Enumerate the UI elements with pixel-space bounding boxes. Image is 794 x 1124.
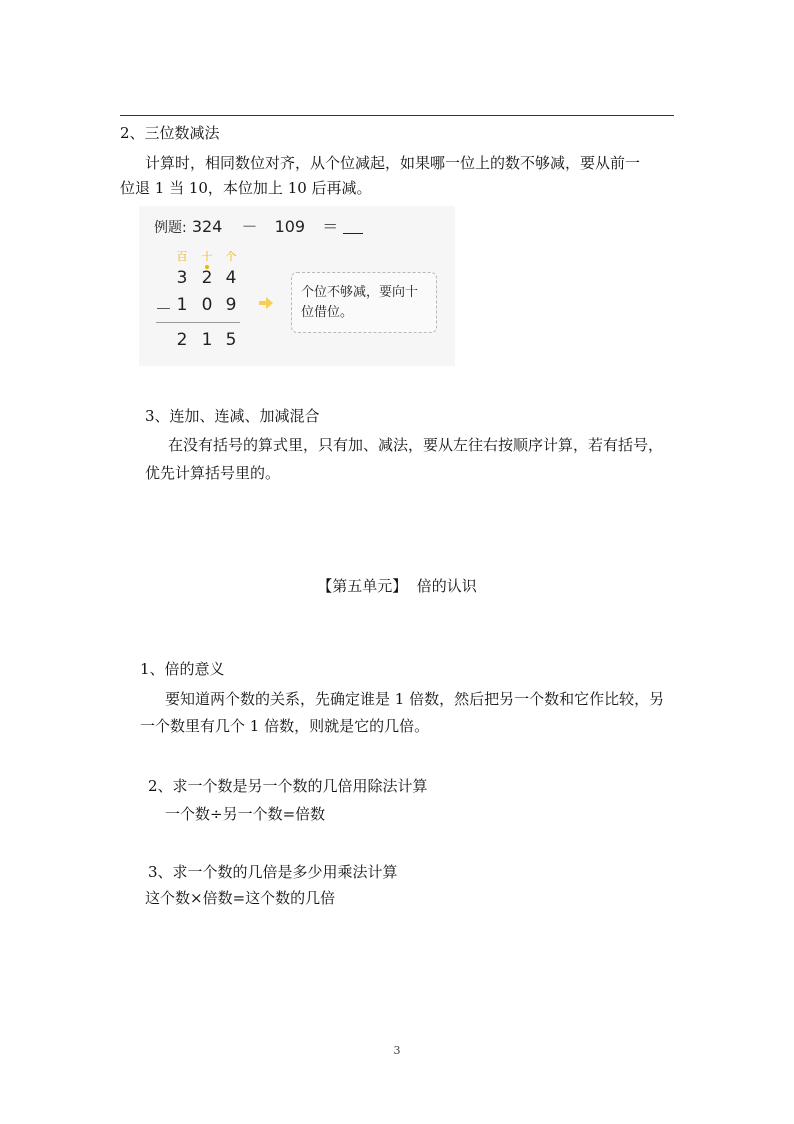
- section-heading-mixed: 3、连加、连减、加减混合: [145, 407, 320, 425]
- paragraph-line: 在没有括号的算式里，只有加、减法，要从左往右按顺序计算，若有括号，: [168, 436, 664, 454]
- note-line: 个位不够减，要向十: [301, 285, 419, 300]
- page-number: 3: [393, 1044, 401, 1057]
- result-digit: 2: [176, 330, 188, 350]
- note-line: 位借位。: [301, 305, 354, 320]
- place-label-tens: 十: [201, 250, 213, 263]
- section-heading-subtraction: 2、三位数减法: [120, 124, 220, 142]
- place-label-hundreds: 百: [176, 250, 188, 263]
- formula: 一个数÷另一个数=倍数: [165, 805, 326, 823]
- answer-blank: [343, 217, 363, 234]
- section-heading-multiplication: 3、求一个数的几倍是多少用乘法计算: [148, 863, 398, 881]
- sum-line: [156, 322, 240, 323]
- note-text: [301, 283, 431, 323]
- minus-sign: －: [155, 300, 172, 320]
- formula: 这个数×倍数=这个数的几倍: [145, 889, 336, 907]
- right-arrow-icon: [258, 296, 274, 310]
- operand-b: 109: [274, 217, 306, 236]
- section-heading-division: 2、求一个数是另一个数的几倍用除法计算: [148, 777, 428, 795]
- minuend-digit: 4: [225, 268, 237, 288]
- minuend-digit: 3: [176, 268, 188, 288]
- result-digit: 1: [201, 330, 213, 350]
- minuend-digit: 2: [201, 268, 213, 288]
- place-label-ones: 个: [225, 250, 237, 263]
- top-rule: [120, 115, 674, 116]
- unit-title: 【第五单元】 倍的认识: [317, 577, 477, 595]
- example-equation: [154, 214, 363, 237]
- result-digit: 5: [225, 330, 237, 350]
- subtrahend-digit: 0: [201, 295, 213, 315]
- example-label: 例题:: [154, 220, 187, 236]
- subtrahend-digit: 9: [225, 295, 237, 315]
- equals-sign: ＝: [322, 217, 339, 236]
- paragraph-line: 位退 1 当 10，本位加上 10 后再减。: [120, 179, 372, 197]
- paragraph-line: 要知道两个数的关系，先确定谁是 1 倍数，然后把另一个数和它作比较，另: [165, 690, 665, 708]
- paragraph-line: 一个数里有几个 1 倍数，则就是它的几倍。: [140, 717, 430, 735]
- paragraph-line: 计算时，相同数位对齐，从个位减起，如果哪一位上的数不够减，要从前一: [145, 154, 641, 172]
- section-heading-meaning: 1、倍的意义: [140, 660, 225, 678]
- operator: －: [241, 217, 258, 236]
- paragraph-line: 优先计算括号里的。: [145, 464, 281, 482]
- operand-a: 324: [191, 217, 223, 236]
- subtrahend-digit: 1: [176, 295, 188, 315]
